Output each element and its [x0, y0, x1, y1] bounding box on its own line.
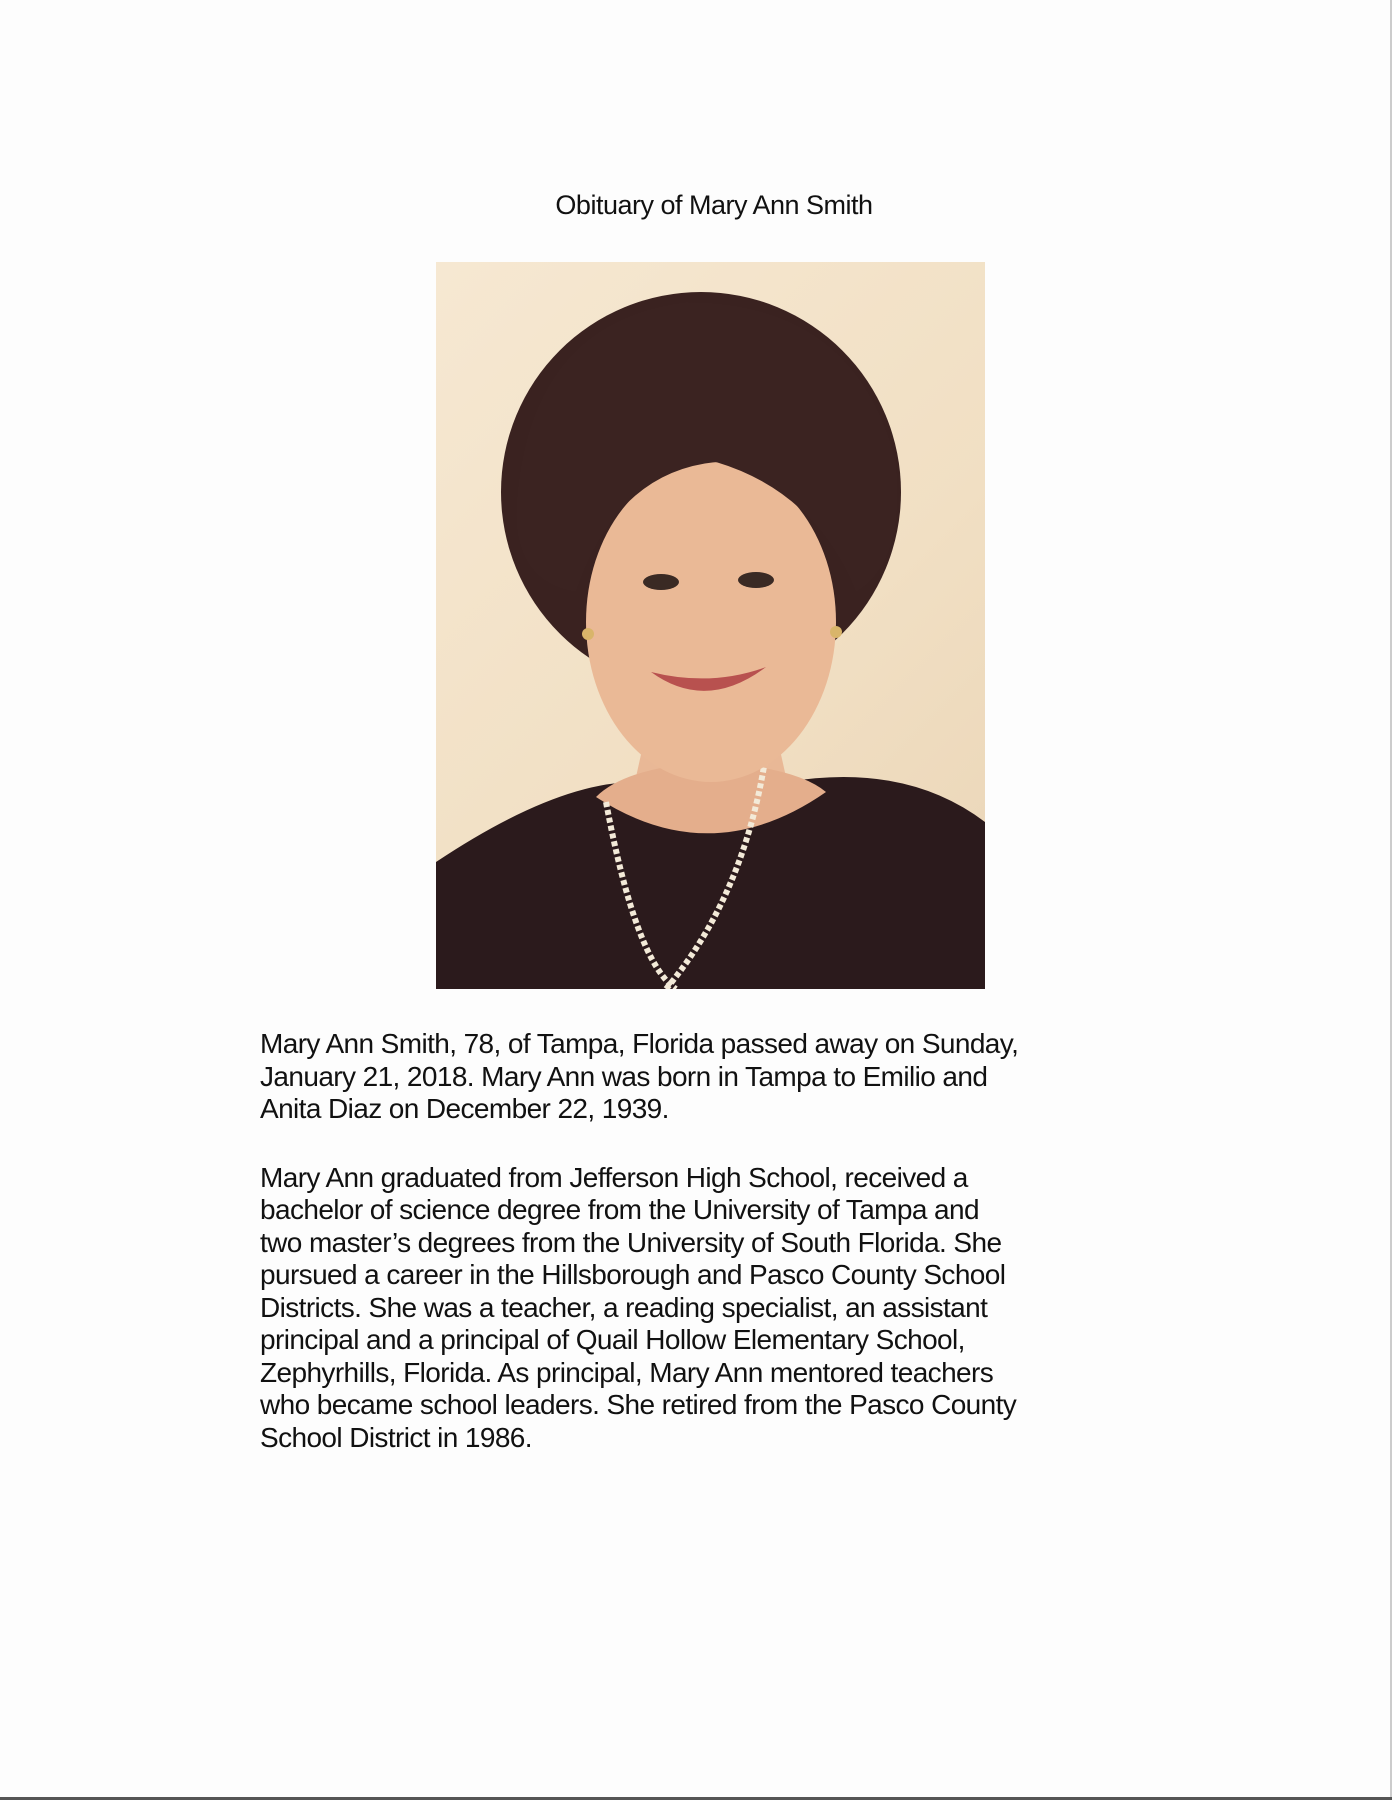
text-line: Zephyrhills, Florida. As principal, Mary Ann mentored teachers [260, 1356, 994, 1388]
text-line: Mary Ann graduated from Jefferson High School, received a [260, 1161, 968, 1193]
text-line: School District in 1986. [260, 1421, 532, 1453]
text-line: Districts. She was a teacher, a reading specialist, an assistant [260, 1291, 988, 1323]
text-line: Mary Ann Smith, 78, of Tampa, Florida passed away on Sunday, [260, 1028, 1019, 1059]
text-line: bachelor of science degree from the University of Tampa and [260, 1194, 979, 1225]
text-line: pursued a career in the Hillsborough and Pasco County School [260, 1259, 1006, 1290]
text-line: who became school leaders. She retired from the Pasco County [260, 1389, 1017, 1420]
text-line: January 21, 2018. Mary Ann was born in Tampa to Emilio and [260, 1060, 988, 1092]
portrait-illustration [436, 262, 985, 989]
text-line: two master’s degrees from the University of South Florida. She [260, 1226, 1002, 1258]
paragraph-career [260, 1162, 1018, 1455]
document-title: Obituary of Mary Ann Smith [555, 190, 873, 220]
paragraph-birth [260, 1028, 1018, 1126]
text-line: principal and a principal of Quail Hollow Elementary School, [260, 1324, 965, 1355]
text-line: Anita Diaz on December 22, 1939. [260, 1093, 669, 1124]
obituary-body [260, 1028, 1018, 1490]
portrait-photo [436, 262, 985, 989]
